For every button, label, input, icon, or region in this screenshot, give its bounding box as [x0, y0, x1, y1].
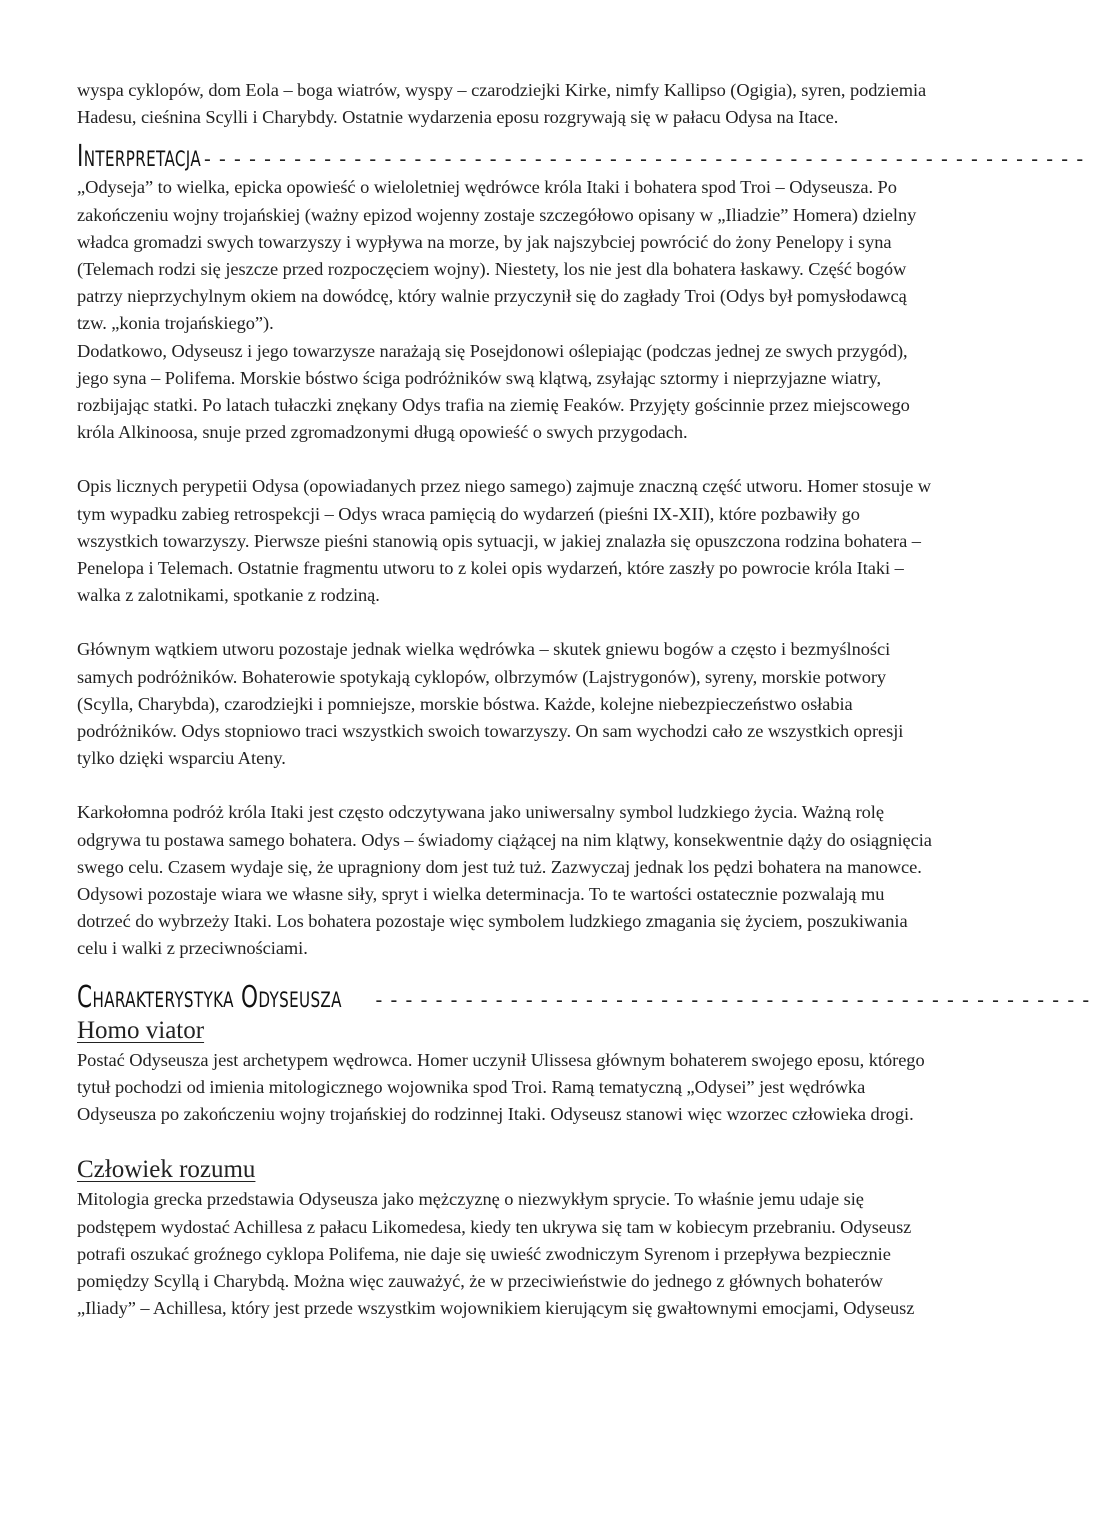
paragraph-gap	[77, 446, 1017, 473]
document-content	[77, 77, 1095, 1322]
paragraph-gap	[77, 772, 1017, 799]
text-line: króla Alkinoosa, snuje przed zgromadzonymi długą opowieść o swych przygodach.	[77, 422, 688, 443]
subheading-czlowiek-rozumu: Człowiek rozumu	[77, 1156, 256, 1184]
text-line: potrafi oszukać groźnego cyklopa Polifema, nie daje się uwieść zwodniczym Syrenom i przepływa bezpiecznie	[77, 1243, 891, 1264]
text-line: pomiędzy Scyllą i Charybdą. Można więc zauważyć, że w przeciwieństwie do jednego z głównych bohaterów	[77, 1270, 883, 1291]
text-line: dotrzeć do wybrzeży Itaki. Los bohatera pozostaje więc symbolem ludzkiego zmagania się życiem, poszukiwania	[77, 911, 908, 932]
text-line: Postać Odyseusza jest archetypem wędrowca. Homer uczynił Ulissesa głównym bohaterem swojego eposu, którego	[77, 1049, 925, 1070]
text-line: tym wypadku zabieg retrospekcji – Odys wraca pamięcią do wydarzeń (pieśni IX-XII), które pozbawiły go	[77, 503, 860, 524]
paragraph	[77, 1047, 1017, 1129]
section-title: Charakterystyka Odyseusza	[77, 979, 342, 1015]
heading-dash-rule: ------------------------------------------------	[372, 987, 1095, 1012]
text-line: Hadesu, cieśnina Scylli i Charybdy. Ostatnie wydarzenia eposu rozgrywają się w pałacu Odysa na Itace.	[77, 107, 839, 128]
paragraph	[77, 799, 1017, 962]
paragraph	[77, 1186, 1017, 1322]
text-line: celu i walki z przeciwnościami.	[77, 938, 308, 959]
text-line: odgrywa tu postawa samego bohatera. Odys – świadomy ciążącej na nim klątwy, konsekwentnie dąży do osiągnięcia	[77, 829, 932, 850]
text-line: samych podróżników. Bohaterowie spotykają cyklopów, olbrzymów (Lajstrygonów), syreny, morskie potwory	[77, 666, 887, 687]
text-line: Odyseusza po zakończeniu wojny trojańskiej do rodzinnej Itaki. Odyseusz stanowi więc wzorzec człowieka drogi.	[77, 1104, 914, 1125]
text-line: Mitologia grecka przedstawia Odyseusza jako mężczyznę o niezwykłym sprycie. To właśnie jemu udaje się	[77, 1189, 864, 1210]
text-line: patrzy nieprzychylnym okiem na dowódcę, który walnie przyczynił się do zagłady Troi (Odys był pomysłodawcą	[77, 286, 907, 307]
text-line: podróżników. Odys stopniowo traci wszystkich swoich towarzyszy. On sam wychodzi cało ze wszystkich opresji	[77, 721, 904, 742]
text-line: swego celu. Czasem wydaje się, że upragniony dom jest tuż tuż. Zazwyczaj jednak los pędzi bohatera na manowce.	[77, 856, 922, 877]
text-line: tzw. „konia trojańskiego”).	[77, 313, 274, 334]
section-heading-charakterystyka	[77, 969, 1095, 1015]
intro-paragraph	[77, 77, 1017, 131]
section-heading-interpretacja	[77, 134, 1089, 175]
text-line: władca gromadzi swych towarzyszy i wypływa na morze, by jak najszybciej powrócić do żony Penelopy i syna	[77, 231, 892, 252]
text-line: Karkołomna podróż króla Itaki jest często odczytywana jako uniwersalny symbol ludzkiego życia. Ważną rolę	[77, 802, 884, 823]
text-line: Penelopa i Telemach. Ostatnie fragmentu utworu to z kolei opis wydarzeń, które zaszły po powrocie króla Itaki –	[77, 558, 904, 579]
text-line: zakończeniu wojny trojańskiej (ważny epizod wojenny zostaje szczegółowo opisany w „Iliadzie” Homera) dzielny	[77, 204, 917, 225]
subheading-homo-viator: Homo viator	[77, 1016, 205, 1044]
text-line: Dodatkowo, Odyseusz i jego towarzysze narażają się Posejdonowi oślepiając (podczas jednej ze swych przygód),	[77, 340, 908, 361]
text-line: wyspa cyklopów, dom Eola – boga wiatrów, wyspy – czarodziejki Kirke, nimfy Kallipso (Ogigia), syren, podziemia	[77, 80, 927, 100]
text-line: wszystkich towarzyszy. Pierwsze pieśni stanowią opis sytuacji, w jakiej znalazła się opuszczona rodzina bohatera –	[77, 530, 921, 551]
text-line: (Scylla, Charybda), czarodziejki i pomniejsze, morskie bóstwa. Każde, kolejne niebezpieczeństwo osłabia	[77, 693, 853, 714]
section-title: Interpretacja	[77, 139, 202, 175]
text-line: walka z zalotnikami, spotkanie z rodziną.	[77, 585, 380, 606]
text-line: jego syna – Polifema. Morskie bóstwo ściga podróżników swą klątwą, zsyłając sztormy i nieprzyjazne wiatry,	[77, 367, 882, 388]
paragraph-gap	[77, 609, 1017, 636]
paragraph-gap	[77, 1128, 1017, 1154]
paragraph	[77, 636, 1017, 772]
paragraph	[77, 473, 1017, 609]
text-line: Opis licznych perypetii Odysa (opowiadanych przez niego samego) zajmuje znaczną część utworu. Homer stosuje w	[77, 476, 931, 497]
text-line: rozbijając statki. Po latach tułaczki znękany Odys trafia na ziemię Feaków. Przyjęty gościnnie przez miejscowego	[77, 395, 910, 416]
heading-dash-rule: -----------------------------------------------------------	[201, 147, 1089, 172]
text-line: Głównym wątkiem utworu pozostaje jednak wielka wędrówka – skutek gniewu bogów a często i bezmyślności	[77, 639, 891, 660]
text-line: podstępem wydostać Achillesa z pałacu Likomedesa, kiedy ten ukrywa się tam w kobiecym przebraniu. Odyseusz	[77, 1216, 912, 1237]
text-line: Odysowi pozostaje wiara we własne siły, spryt i wielka determinacja. To te wartości ostatecznie pozwalają mu	[77, 884, 885, 905]
text-line: „Odyseja” to wielka, epicka opowieść o wieloletniej wędrówce króla Itaki i bohatera spod Troi – Odyseusza. Po	[77, 177, 897, 198]
text-line: (Telemach rodzi się jeszcze przed rozpoczęciem wojny). Niestety, los nie jest dla bohatera łaskawy. Część bogów	[77, 259, 907, 280]
text-line: tylko dzięki wsparciu Ateny.	[77, 748, 286, 769]
text-line: tytuł pochodzi od imienia mitologicznego wojownika spod Troi. Ramą tematyczną „Odysei” jest wędrówka	[77, 1076, 866, 1097]
text-line: „Iliady” – Achillesa, który jest przede wszystkim wojownikiem kierującym się gwałtownymi emocjami, Odyseusz	[77, 1298, 915, 1319]
paragraph	[77, 174, 1017, 446]
